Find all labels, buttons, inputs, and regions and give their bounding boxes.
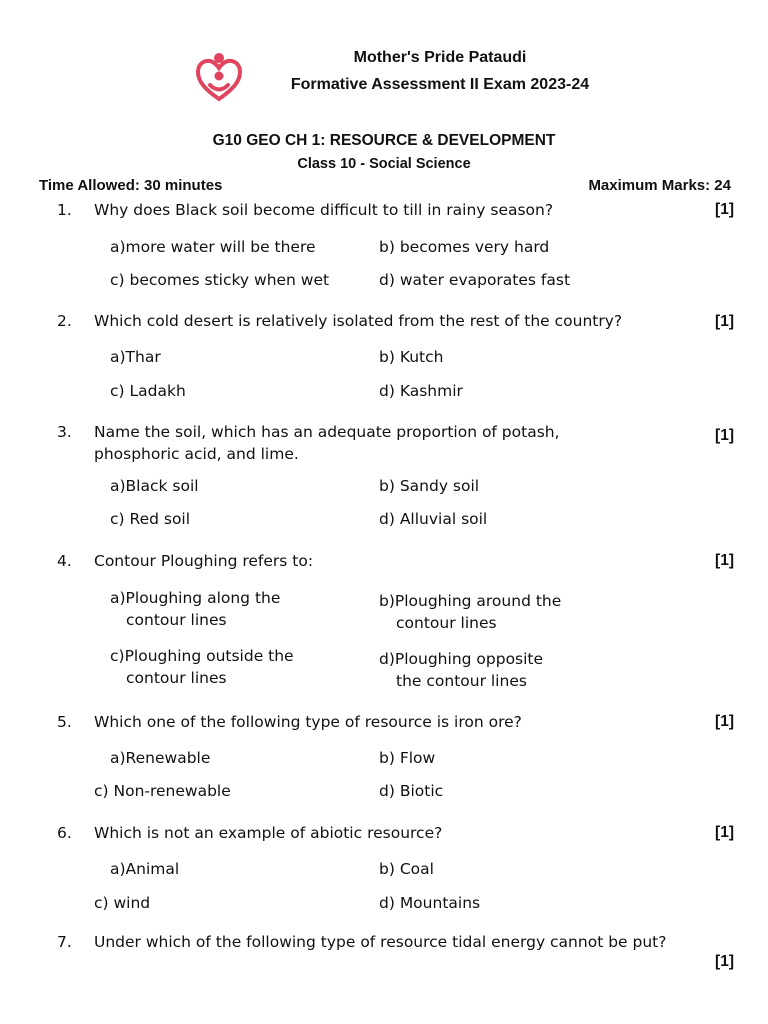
time-allowed: Time Allowed: 30 minutes xyxy=(39,177,223,194)
option-a: a)Black soil xyxy=(110,477,199,495)
question-marks: [1] xyxy=(715,824,734,841)
question-text: Under which of the following type of resource tidal energy cannot be put? xyxy=(94,933,667,951)
option-b: b) Kutch xyxy=(379,348,444,366)
option-d: d) water evaporates fast xyxy=(379,271,571,289)
question-marks: [1] xyxy=(715,427,734,444)
option-d: d) Biotic xyxy=(379,782,444,800)
question-number: 6. xyxy=(57,824,72,842)
option-d: d) Kashmir xyxy=(379,382,463,400)
option-a: a)Ploughing along the xyxy=(110,589,281,607)
question-number: 4. xyxy=(57,552,72,570)
question-number: 7. xyxy=(57,933,72,951)
question-number: 2. xyxy=(57,312,72,330)
question-marks: [1] xyxy=(715,313,734,330)
question-text: Which is not an example of abiotic resource? xyxy=(94,824,443,842)
question-marks: [1] xyxy=(715,713,734,730)
school-name: Mother's Pride Pataudi xyxy=(353,49,527,66)
option-a: a)Animal xyxy=(110,860,180,878)
option-c: c) becomes sticky when wet xyxy=(110,271,330,289)
class-subject: Class 10 - Social Science xyxy=(297,156,471,172)
option-b: b) Coal xyxy=(379,860,434,878)
exam-title: Formative Assessment II Exam 2023-24 xyxy=(290,76,590,93)
option-a: a)more water will be there xyxy=(110,238,316,256)
question-text: Which cold desert is relatively isolated from the rest of the country? xyxy=(94,312,623,330)
option-d: d) Mountains xyxy=(379,894,481,912)
option-b-line-2: contour lines xyxy=(396,614,497,632)
question-number: 1. xyxy=(57,201,72,219)
question-marks: [1] xyxy=(715,201,734,218)
question-text: Why does Black soil become difficult to till in rainy season? xyxy=(94,201,554,219)
question-text-line-1: Name the soil, which has an adequate proportion of potash, xyxy=(94,423,560,441)
option-d: d)Ploughing opposite xyxy=(379,650,544,668)
option-c: c) wind xyxy=(94,894,151,912)
option-b: b) Sandy soil xyxy=(379,477,480,495)
option-b: b) Flow xyxy=(379,749,436,767)
question-text-line-2: phosphoric acid, and lime. xyxy=(94,445,299,463)
option-b: b) becomes very hard xyxy=(379,238,550,256)
option-c: c) Ladakh xyxy=(110,382,186,400)
option-a: a)Thar xyxy=(110,348,161,366)
max-marks: Maximum Marks: 24 xyxy=(588,177,731,194)
option-d-line-2: the contour lines xyxy=(396,672,527,690)
question-marks: [1] xyxy=(715,953,734,970)
question-text: Which one of the following type of resource is iron ore? xyxy=(94,713,522,731)
option-c: c) Red soil xyxy=(110,510,191,528)
option-c: c)Ploughing outside the xyxy=(110,647,294,665)
option-a: a)Renewable xyxy=(110,749,211,767)
question-number: 3. xyxy=(57,423,72,441)
question-text: Contour Ploughing refers to: xyxy=(94,552,314,570)
chapter-title: G10 GEO CH 1: RESOURCE & DEVELOPMENT xyxy=(212,132,556,149)
option-c: c) Non-renewable xyxy=(94,782,231,800)
option-b: b)Ploughing around the xyxy=(379,592,562,610)
question-number: 5. xyxy=(57,713,72,731)
option-a-line-2: contour lines xyxy=(126,611,227,629)
option-d: d) Alluvial soil xyxy=(379,510,488,528)
question-marks: [1] xyxy=(715,552,734,569)
option-c-line-2: contour lines xyxy=(126,669,227,687)
